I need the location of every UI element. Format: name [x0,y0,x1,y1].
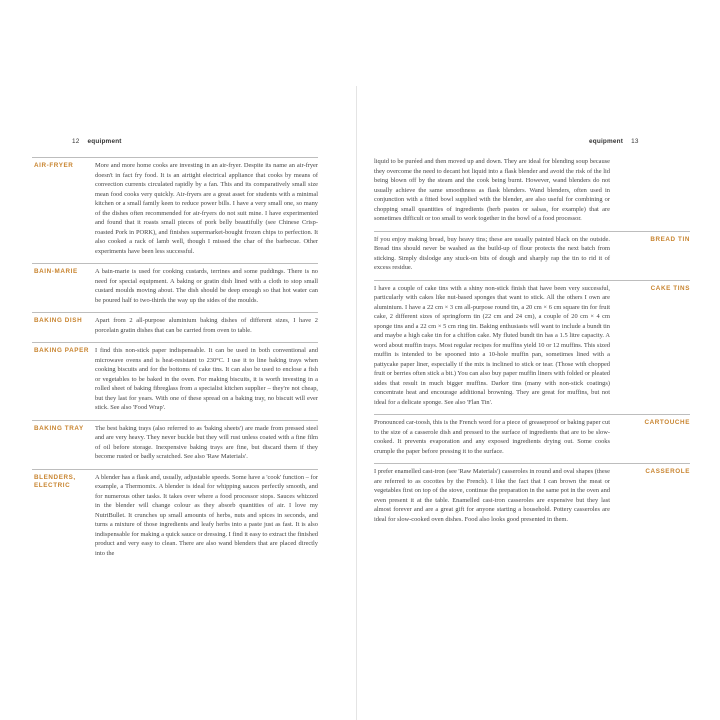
entry-bain-marie [32,263,318,305]
running-head-left [72,138,122,145]
entry-heading: CASSEROLE [645,468,690,475]
entry-casserole [374,463,690,524]
entry-baking-tray [32,420,318,462]
entry-heading: BLENDERS, ELECTRIC [34,473,76,489]
entry-text: Pronounced car-toosh, this is the French word for a piece of greaseproof or baking paper cut to the size of a casserole dish and pressed to the surface of ingredients that are to be slow-cooked. It prevents evaporation and any exposed ingredients drying out. Some cooks crumple the paper before pressing it to the surface. [374,419,610,455]
entry-heading: BAKING TRAY [34,424,84,432]
entry-text: I have a couple of cake tins with a shiny non-stick finish that have been very successful, particularly with cakes like nut-based sponges that want to stick. All the others I own are aluminium. I have a 22 cm × 3 cm all-purpose round tin, a 20 cm × 6 cm square tin for fruit cake, 2 different sizes of springform tin (22 cm and 24 cm), a couple of 20 cm × 4 cm sponge tins and a 22 cm × 5 cm ring tin. Baking enthusiasts will want to include a bundt tin and maybe a high cake tin for a chiffon cake. My fluted bundt tin has a 1.5 litre capacity. A word about muffin trays. Most regular recipes for muffins yield 10 or 12 muffins. This sized muffin is intended to be spooned into a 10-hole muffin pan, sometimes lined with a pattycake paper liner, especially if the mix is inclined to stick or tear. (Those with chopped fruit or berries often stick a bit.) You can also buy paper muffin liners with folded or pleated sides that result in much bigger muffins. Darker tins (many with non-stick coatings) concentrate heat and encourage additional browning. They are great for muffins, but not ideal for a delicate sponge. See also 'Flan Tin'. [374,284,610,406]
left-page [0,0,356,720]
entry-heading: BAKING DISH [34,317,83,324]
entry-text: I prefer enamelled cast-iron (see 'Raw Materials') casseroles in round and oval shapes (these are referred to as cocottes by the French). I like the fact that I can brown the meat or vegetables first on top of the stove, continue the preparation in the same pot in the oven and even present it at the table. Enamelled cast-iron casseroles are expensive but they last almost forever and are a great gift for anyone starting a household. Pottery casseroles are ideal for slow-cooked oven dishes. Food also looks good presented in them. [374,468,610,523]
entry-heading: BAKING PAPER [34,347,90,354]
right-page [357,0,720,720]
entry-text: If you enjoy making bread, buy heavy tins; these are usually painted black on the outside. Bread tins should never be washed as the build-up of flour protects the next batch from sticking. Simply dislodge any stuck-on bits of dough and sharply rap the tin to rid it of excess residue. [374,235,610,271]
entries-right [374,157,690,531]
running-head-title: equipment [87,138,122,145]
entry-blenders-electric [32,469,318,559]
entry-heading: AIR-FRYER [34,162,74,169]
entry-text: More and more home cooks are investing in an air-fryer. Despite its name an air-fryer doesn't in fact fry food. It is an airtight electrical appliance that cooks by means of convection currents circulated rapidly by a fan. This and its comparatively small size mean food cooks very quickly. Air-fryers are a great asset for students with a minimal kitchen or a small family keen to reduce power bills. I have a very small one, so many of the dishes often recommended for air-fryers do not suit mine. I have experimented and found that it roasts small pieces of pork belly beautifully (see Chinese Crisp-roasted Pork in PORK), and finishes supermarket-bought frozen chips to perfection. It also cooked a rack of lamb well, though I missed the char of the barbecue. Other experiments have been less successful. [95,162,318,255]
page-number: 13 [631,138,639,145]
entry-text: The best baking trays (also referred to as 'baking sheets') are made from pressed steel and are very heavy. They never buckle but they will rust unless coated with a fine film of oil before storage. Inexpensive baking trays are fine, but discard them if they become rusted or badly scratched. See also 'Raw Materials'. [95,424,318,460]
entry-bread-tin [374,231,690,273]
entry-heading: CARTOUCHE [644,419,690,426]
page-number: 12 [72,138,80,145]
entry-cartouche [374,414,690,456]
entry-text: Apart from 2 all-purpose aluminium baking dishes of different sizes, I have 2 porcelain gratin dishes that can be carried from oven to table. [95,317,318,334]
running-head-title: equipment [589,138,624,145]
entry-cake-tins [374,280,690,408]
entry-text: A bain-marie is used for cooking custards, terrines and some puddings. There is no need for special equipment. A baking or gratin dish lined with a cloth to stop small custard moulds moving about. The dish should be deep enough so that hot water can be poured half to two-thirds the way up the sides of the moulds. [95,268,318,304]
entry-air-fryer [32,157,318,256]
entry-baking-dish [32,312,318,335]
entry-text: liquid to be puréed and then moved up and down. They are ideal for blending soup because they overcome the need to decant hot liquid into a flask blender and avoid the risk of the lid being blown off by the steam and the cook being burnt. However, wand blenders do not usually achieve the same smoothness as flask blenders. Wand blenders, often used in conjunction with a fitted bowl supplied with the blender, are also useful for combining or chopping small quantities of ingredients (herb pastes or salsas, for example) that are sometimes difficult or too small to work together in the bowl of a food processor. [374,158,610,222]
entries-left [32,157,318,565]
entry-baking-paper [32,342,318,413]
entry-heading: BAIN-MARIE [34,268,78,275]
entry-text: I find this non-stick paper indispensable. It can be used in both conventional and microwave ovens and is heat-resistant to 230°C. I use it to line baking trays when cooking biscuits and for the bottoms of cake tins. It can also be used to enclose a fish or vegetables to be baked in the oven. For making biscuits, it is worth investing in a rolled sheet of baking fibreglass from a specialist kitchen supplier – they're not cheap, but they last for years. With one of these spread on a baking tray, no biscuit will ever stick. See also 'Food Wrap'. [95,347,318,411]
entry-heading: CAKE TINS [650,284,690,292]
entry-text: A blender has a flask and, usually, adjustable speeds. Some have a 'cook' function – for example, a Thermomix. A blender is ideal for whipping sauces perfectly smooth, and for numerous other tasks. It takes over where a food processor stops. Sauces whizzed in the blender will change colour as they absorb quantities of air. I love my NutriBullet. It crunches up small amounts of herbs, nuts and spices in seconds, and turns a mixture of those ingredients and leafy herbs into a paste just as fast. It is also indispensable for making a quick sauce or dressing. I find it easy to extract the finished product and very easy to clean. There are also wand blenders that are placed directly into the [95,473,318,557]
entry-continuation [374,157,690,224]
entry-heading: BREAD TIN [650,235,690,243]
running-head-right [589,138,639,145]
